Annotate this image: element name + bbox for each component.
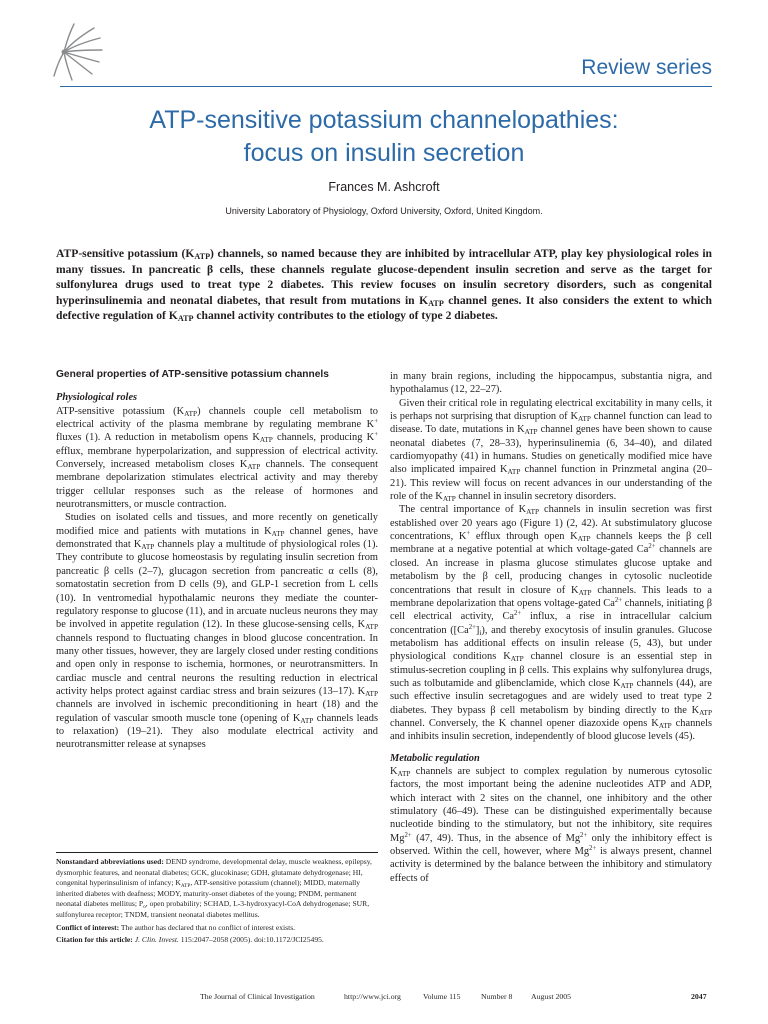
footer-date: August 2005 [531,992,572,1001]
right-column [390,370,712,885]
section-heading: General properties of ATP-sensitive potassium channels [56,369,329,380]
paragraph: ATP-sensitive potassium $(K_{ATP})$ channels couple cell metabolism to electrical activity of the plasma membrane by regulating membrane K+ fluxes (1). A reduction in metabolism opens $K_{ATP}$ channels, producing K+ efflux, membrane hyperpolarization, and suppression of electrical activity. Conversely, increased metabolism closes $K_{ATP}$ channels. The consequent membrane depolarization stimulates electrical activity and may thereby trigger cellular responses such as the release of hormones and neurotransmitters, or muscle contraction. [56,405,379,511]
abbreviations-note: Nonstandard abbreviations used: DEND syndrome, developmental delay, muscle weakness, epilepsy, dysmorphic features, and neonatal diabetes; GCK, glucokinase; GDH, glutamate dehydrogenase; HI, congenital hyperinsulinism of infancy; $K_{ATP}$, ATP-sensitive potassium (channel); MIDD, maternally inherited diabetes with deafness; MODY, maturity-onset diabetes of the young; PNDM, permanent neonatal diabetes mellitus; $P_o$, open probability; SCHAD, L-3-hydroxyacyl-CoA dehydrogenase; SUR, sulfonylurea receptor; TNDM, transient neonatal diabetes mellitus. [56,857,372,919]
article-title [0,104,768,170]
review-series-label: Review series [581,56,712,79]
journal-logo-icon [44,22,104,82]
author-affiliation: University Laboratory of Physiology, Oxford University, Oxford, United Kingdom. [225,206,543,216]
header-rule [60,86,712,87]
paragraph: The central importance of $K_{ATP}$ channels in insulin secretion was first established over 20 years ago (Figure 1) (2, 42). At substimulatory glucose concentrations, K+ efflux through open $K_{ATP}$ channels keeps the β cell membrane at a negative potential at which voltage-gated $Ca^{2+}$ channels are closed. An increase in plasma glucose stimulates glucose uptake and metabolism by the β cell, producing changes in cytosolic nucleotide concentrations that result in closure of $K_{ATP}$ channels. This leads to a membrane depolarization that opens voltage-gated $Ca^{2+}$ channels, initiating β cell electrical activity, $Ca^{2+}$ influx, a rise in intracellular calcium concentration $([Ca^{2+}]_i)$, and thereby exocytosis of insulin granules. Glucose metabolism has additional effects on insulin release (5, 43), but under physiological conditions $K_{ATP}$ channel closure is an essential step in stimulus-secretion coupling in β cells. This explains why sulfonylurea drugs, such as tolbutamide and glibenclamide, which close $K_{ATP}$ channels (44), are such effective insulin secretagogues and are widely used to treat type 2 diabetes. They bypass β cell metabolism by binding directly to the $K_{ATP}$ channel. Conversely, the K channel opener diazoxide opens $K_{ATP}$ channels and inhibits insulin secretion, independently of blood glucose levels (45). [390,504,713,743]
subsection-heading-metabolic-regulation: Metabolic regulation [390,752,480,764]
footer-url[interactable]: http://www.jci.org [344,992,401,1001]
paragraph: $K_{ATP}$ channels are subject to complex regulation by numerous cytosolic factors, the most important being the adenine nucleotides ATP and ADP, which interact with 2 sites on the channel, one inhibitory and the other stimulatory (46–49). These can be distinguished experimentally because nucleotide binding to the stimulatory, but not the inhibitory, site requires $Mg^{2+}$ (47, 49). Thus, in the absence of $Mg^{2+}$ only the inhibitory effect is observed. Within the cell, however, where $Mg^{2+}$ is always present, channel activity is determined by the balance between the inhibitory and stimulatory effects of [390,765,712,884]
page-number: 2047 [691,992,707,1001]
abstract: ATP-sensitive potassium $(K_{ATP})$ channels, so named because they are inhibited by intracellular ATP, play key physiological roles in many tissues. In pancreatic β cells, these channels regulate glucose-dependent insulin secretion and serve as the target for sulfonylurea drugs used to treat type 2 diabetes. This review focuses on insulin secretory disorders, such as congenital hyperinsulinemia and neonatal diabetes, that result from mutations in $K_{ATP}$ channel genes. It also considers the extent to which defective regulation of $K_{ATP}$ channel activity contributes to the etiology of type 2 diabetes. [56,247,712,323]
citation-note: Citation for this article: J. Clin. Invest. 115:2047–2058 (2005). doi:10.1172/JCI25495. [56,935,324,945]
paragraph: in many brain regions, including the hippocampus, substantia nigra, and hypothalamus (12, 22–27). [390,371,712,396]
footer-number: Number 8 [481,992,513,1001]
left-column [56,368,378,752]
author-name: Frances M. Ashcroft [328,180,440,194]
paragraph: Studies on isolated cells and tissues, and more recently on genetically modified mice and patients with mutations in $K_{ATP}$ channel genes, have demonstrated that $K_{ATP}$ channels play a multitude of physiological roles (1). They contribute to glucose homeostasis by regulating insulin secretion from pancreatic β cells (2–7), glucagon secretion from pancreatic α cells (8), somatostatin secretion from D cells (9), and GLP-1 secretion from L cells (10). In ventromedial hypothalamic neurons they mediate the counter-regulatory response to glucose (11), and in arcuate nucleus neurons they may be involved in appetite regulation (12). In these glucose-sensing cells, $K_{ATP}$ channels respond to fluctuating changes in blood glucose concentration. In many other tissues, however, they are largely closed under resting conditions and open only in response to ischemia, hormones, or neurotransmitters. In cardiac muscle and central neurons the resulting reduction in electrical activity helps protect against cardiac stress and brain seizures (13–17). $K_{ATP}$ channels are involved in ischemic preconditioning in heart (18) and the regulation of vascular smooth muscle tone (opening of $K_{ATP}$ channels leads to relaxation) (19–21). They also modulate electrical activity and neurotransmitter release at synapses [56,512,378,751]
title-line-1: ATP-sensitive potassium channelopathies: [149,106,619,134]
paragraph: Given their critical role in regulating electrical excitability in many cells, it is perhaps not surprising that disruption of $K_{ATP}$ channel function can lead to disease. To date, mutations in $K_{ATP}$ channel genes have been shown to cause neonatal diabetes (7, 28–33), hyperinsulinemia (6, 34–40), and dilated cardiomyopathy (41) in humans. Studies on genetically modified mice have also implicated impaired $K_{ATP}$ channel function in Prinzmetal angina (20–21). This review will focus on recent advances in our understanding of the role of the $K_{ATP}$ channel in insulin secretory disorders. [390,397,712,504]
footer-volume: Volume 115 [423,992,461,1001]
subsection-heading-physiological-roles: Physiological roles [56,392,138,404]
footer-journal: The Journal of Clinical Investigation [200,992,315,1001]
footnotes [56,852,378,948]
title-line-2: focus on insulin secretion [243,139,525,167]
conflict-note: Conflict of interest: The author has declared that no conflict of interest exists. [56,922,296,932]
